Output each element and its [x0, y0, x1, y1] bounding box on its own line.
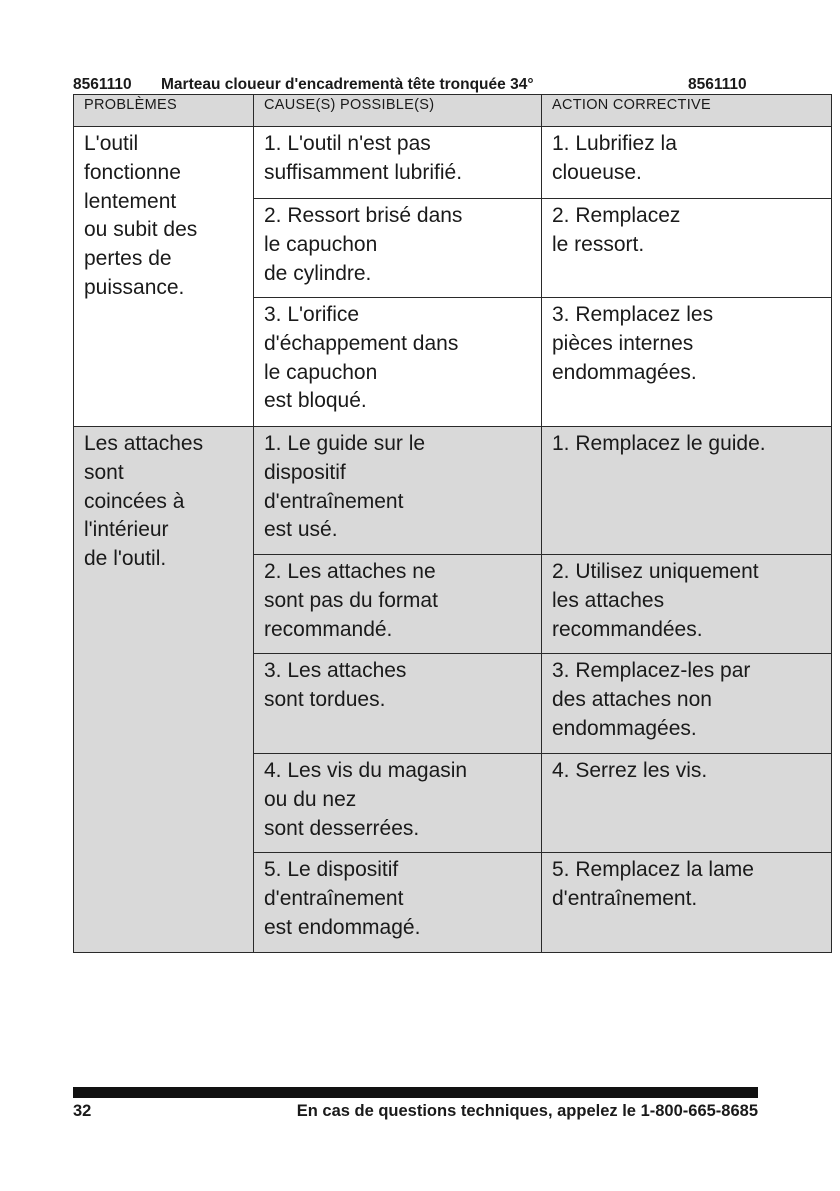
troubleshooting-table	[73, 94, 832, 953]
table-row	[74, 427, 832, 555]
column-header-action: ACTION CORRECTIVE	[542, 95, 832, 127]
action-cell: 1. Lubrifiez la cloueuse.	[542, 127, 832, 199]
footer-divider	[73, 1087, 758, 1098]
cause-cell: 3. Les attaches sont tordues.	[254, 654, 542, 754]
page-header	[73, 76, 763, 94]
action-cell: 3. Remplacez-les par des attaches non endommagées.	[542, 654, 832, 754]
problem-cell: Les attaches sont coincées à l'intérieur de l'outil.	[74, 427, 254, 953]
table-header-row	[74, 95, 832, 127]
column-header-causes: CAUSE(S) POSSIBLE(S)	[254, 95, 542, 127]
cause-cell: 4. Les vis du magasin ou du nez sont desserrées.	[254, 754, 542, 853]
cause-cell: 2. Ressort brisé dans le capuchon de cylindre.	[254, 199, 542, 298]
table-row	[74, 127, 832, 199]
problem-group-slow-operation	[74, 127, 832, 427]
action-cell: 3. Remplacez les pièces internes endommagées.	[542, 298, 832, 427]
product-code-right: 8561110	[688, 76, 747, 93]
header-title: Marteau cloueur d'encadrementà tête tronquée 34°	[161, 76, 534, 93]
cause-cell: 3. L'orifice d'échappement dans le capuchon est bloqué.	[254, 298, 542, 427]
problem-group-fasteners-jammed	[74, 427, 832, 953]
action-cell: 2. Utilisez uniquement les attaches recommandées.	[542, 555, 832, 654]
action-cell: 1. Remplacez le guide.	[542, 427, 832, 555]
page-number: 32	[73, 1102, 92, 1120]
cause-cell: 5. Le dispositif d'entraînement est endommagé.	[254, 853, 542, 953]
contact-line: En cas de questions techniques, appelez le 1-800-665-8685	[296, 1102, 758, 1120]
action-cell: 5. Remplacez la lame d'entraînement.	[542, 853, 832, 953]
action-cell: 4. Serrez les vis.	[542, 754, 832, 853]
cause-cell: 2. Les attaches ne sont pas du format recommandé.	[254, 555, 542, 654]
product-code-left: 8561110	[73, 76, 132, 93]
cause-cell: 1. Le guide sur le dispositif d'entraînement est usé.	[254, 427, 542, 555]
column-header-problems: PROBLÈMES	[74, 95, 254, 127]
action-cell: 2. Remplacez le ressort.	[542, 199, 832, 298]
cause-cell: 1. L'outil n'est pas suffisamment lubrifié.	[254, 127, 542, 199]
page-footer	[73, 1102, 758, 1122]
problem-cell: L'outil fonctionne lentement ou subit des pertes de puissance.	[74, 127, 254, 427]
